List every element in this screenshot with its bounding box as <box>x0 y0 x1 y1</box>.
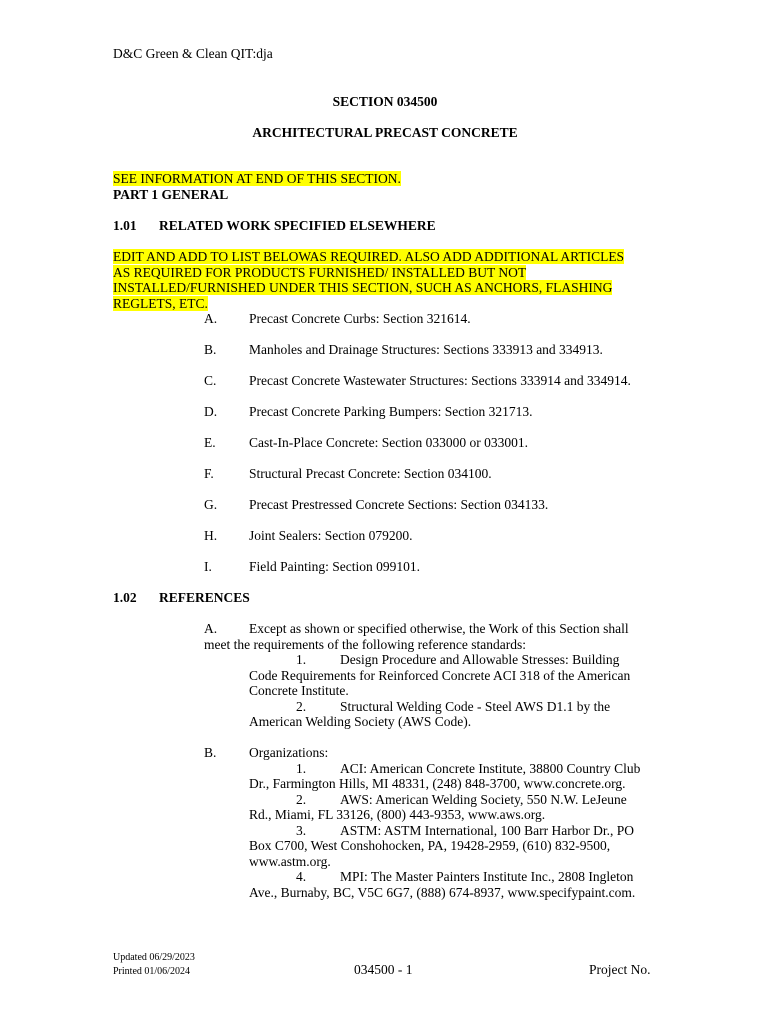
article-1-01-number: 1.01 <box>113 218 137 233</box>
item-letter: A. <box>204 311 218 326</box>
sub-item-number: 1. <box>296 761 307 776</box>
sub-item-number: 3. <box>296 823 307 838</box>
organization-text-cont: Dr., Farmington Hills, MI 48331, (248) 848-3700, www.concrete.org. <box>249 776 626 791</box>
sub-item-text-cont: American Welding Society (AWS Code). <box>249 714 472 729</box>
item-letter: G. <box>204 497 218 512</box>
item-letter: I. <box>204 559 212 574</box>
reference-a-text-cont: meet the requirements of the following reference standards: <box>204 637 526 652</box>
related-work-item: Field Painting: Section 099101. <box>249 559 420 574</box>
related-work-item: Precast Concrete Curbs: Section 321614. <box>249 311 471 326</box>
article-1-02-title: REFERENCES <box>159 590 250 605</box>
related-work-item: Precast Concrete Wastewater Structures: Sections 333914 and 334914. <box>249 373 631 388</box>
sub-item-number: 4. <box>296 869 307 884</box>
organization-text: ASTM: ASTM International, 100 Barr Harbor Dr., PO <box>340 823 634 838</box>
related-work-item: Joint Sealers: Section 079200. <box>249 528 413 543</box>
organization-text-cont: Rd., Miami, FL 33126, (800) 443-9353, www.aws.org. <box>249 807 546 822</box>
organizations-label: Organizations: <box>249 745 329 760</box>
organization-text-cont: www.astm.org. <box>249 854 331 869</box>
sub-item-number: 2. <box>296 792 307 807</box>
related-work-item: Precast Concrete Parking Bumpers: Section 321713. <box>249 404 533 419</box>
sub-item-text: Structural Welding Code - Steel AWS D1.1 by the <box>340 699 611 714</box>
sub-item-text-cont: Code Requirements for Reinforced Concrete ACI 318 of the American <box>249 668 631 683</box>
item-letter: F. <box>204 466 214 481</box>
sub-item-number: 2. <box>296 699 307 714</box>
see-info-note <box>113 171 401 187</box>
reference-a-text: Except as shown or specified otherwise, the Work of this Section shall <box>249 621 629 636</box>
item-letter: A. <box>204 621 218 636</box>
item-letter: D. <box>204 404 218 419</box>
related-work-item: Cast-In-Place Concrete: Section 033000 or 033001. <box>249 435 528 450</box>
footer-printed-date: Printed 01/06/2024 <box>113 966 190 977</box>
article-1-01-title: RELATED WORK SPECIFIED ELSEWHERE <box>159 218 436 233</box>
related-work-item: Structural Precast Concrete: Section 034100. <box>249 466 492 481</box>
organization-text: MPI: The Master Painters Institute Inc., 2808 Ingleton <box>340 869 634 884</box>
footer-page-number: 034500 - 1 <box>354 962 413 977</box>
sub-item-number: 1. <box>296 652 307 667</box>
item-letter: B. <box>204 342 217 357</box>
section-title: ARCHITECTURAL PRECAST CONCRETE <box>252 125 518 140</box>
edit-note-line: REGLETS, ETC. <box>113 296 208 311</box>
section-number: SECTION 034500 <box>332 94 438 109</box>
organization-text-cont: Ave., Burnaby, BC, V5C 6G7, (888) 674-8937, www.specifypaint.com. <box>249 885 636 900</box>
item-letter: H. <box>204 528 218 543</box>
part-1-heading: PART 1 GENERAL <box>113 187 229 202</box>
organization-text: AWS: American Welding Society, 550 N.W. LeJeune <box>340 792 627 807</box>
edit-note-line: AS REQUIRED FOR PRODUCTS FURNISHED/ INSTALLED BUT NOT <box>113 265 527 280</box>
item-letter: C. <box>204 373 217 388</box>
item-letter: B. <box>204 745 217 760</box>
edit-note-line: INSTALLED/FURNISHED UNDER THIS SECTION, SUCH AS ANCHORS, FLASHING <box>113 280 613 295</box>
see-info-highlight: SEE INFORMATION AT END OF THIS SECTION. <box>113 171 401 186</box>
edit-note-line: EDIT AND ADD TO LIST BELOWAS REQUIRED. ALSO ADD ADDITIONAL ARTICLES <box>113 249 625 264</box>
article-1-02-number: 1.02 <box>113 590 137 605</box>
running-head: D&C Green & Clean QIT:dja <box>113 46 273 61</box>
sub-item-text: Design Procedure and Allowable Stresses: Building <box>340 652 620 667</box>
item-letter: E. <box>204 435 216 450</box>
footer-updated-date: Updated 06/29/2023 <box>113 952 195 963</box>
organization-text: ACI: American Concrete Institute, 38800 Country Club <box>340 761 641 776</box>
footer-project-number: Project No. <box>589 962 651 977</box>
related-work-item: Manholes and Drainage Structures: Sections 333913 and 334913. <box>249 342 603 357</box>
organization-text-cont: Box C700, West Conshohocken, PA, 19428-2959, (610) 832-9500, <box>249 838 611 853</box>
sub-item-text-cont: Concrete Institute. <box>249 683 349 698</box>
related-work-item: Precast Prestressed Concrete Sections: Section 034133. <box>249 497 549 512</box>
